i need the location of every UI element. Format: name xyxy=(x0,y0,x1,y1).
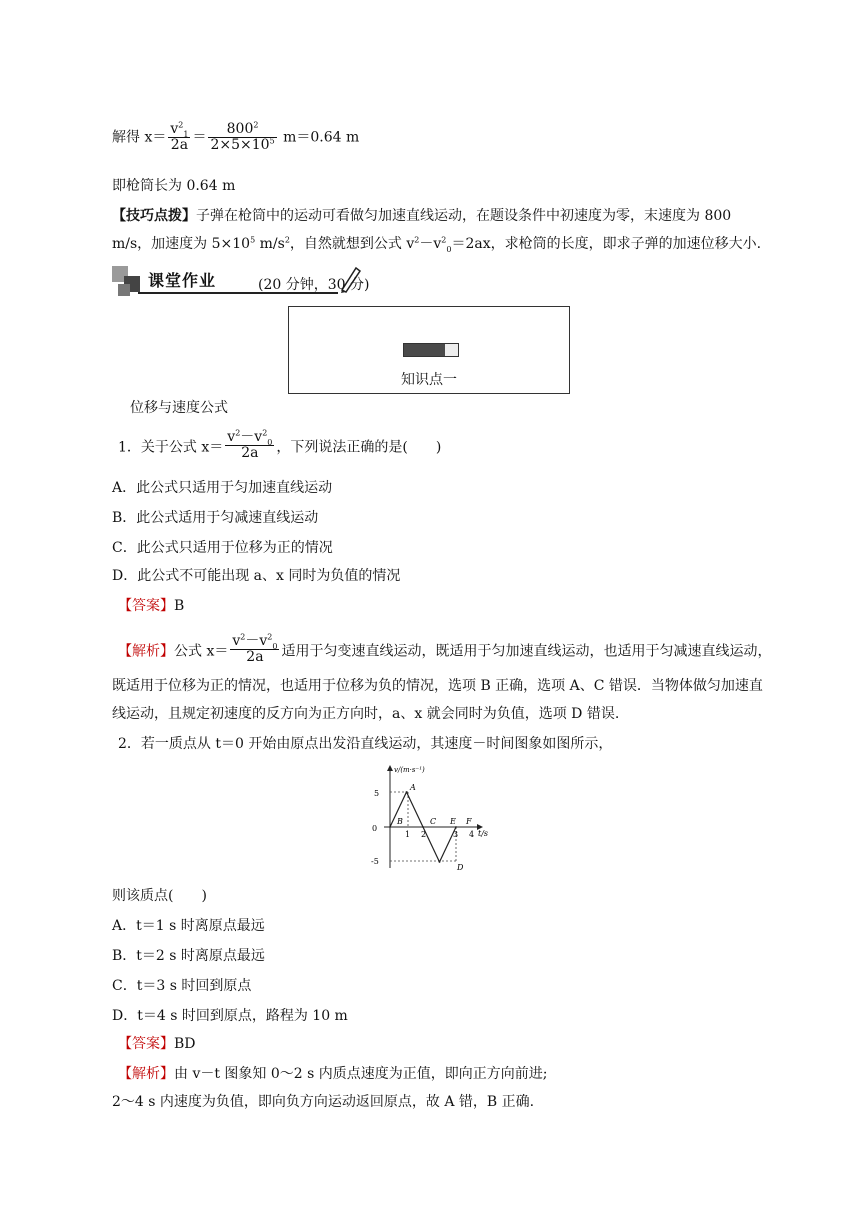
sup: 2 xyxy=(178,120,184,130)
q1-answer xyxy=(118,596,184,616)
tip-line-1 xyxy=(112,206,731,226)
fraction-formula xyxy=(225,430,274,461)
frac-den: 2a xyxy=(241,445,259,461)
sup: 2 xyxy=(235,428,241,438)
solution-formula xyxy=(112,122,359,153)
frac-num: v xyxy=(227,429,236,445)
section-banner xyxy=(112,264,372,300)
q2-option-b: B．t＝2 s 时离原点最远 xyxy=(112,948,265,964)
decor-square xyxy=(118,284,130,296)
point-label-f: F xyxy=(466,817,472,826)
q1-option-b: B．此公式适用于匀减速直线运动 xyxy=(112,510,319,526)
q1-option-a: A．此公式只适用于匀加速直线运动 xyxy=(112,480,333,496)
q2-analysis-line-1 xyxy=(118,1064,548,1084)
q2-answer xyxy=(118,1034,196,1054)
tip-text: m/s xyxy=(255,236,285,252)
tip-text: m/s，加速度为 5×10 xyxy=(112,236,251,252)
data-point xyxy=(455,826,457,828)
q2-option-a: A．t＝1 s 时离原点最远 xyxy=(112,918,265,934)
answer-value: BD xyxy=(174,1036,196,1052)
answer-label: 【答案】 xyxy=(118,1036,174,1052)
point-label-a: A xyxy=(410,783,416,792)
solution-result: m＝0.64 m xyxy=(278,129,360,146)
analysis-label: 【解析】 xyxy=(118,1066,174,1082)
y-tick-5: 5 xyxy=(374,789,380,798)
tip-text: ＝2ax，求枪筒的长度，即求子弹的加速位移大小. xyxy=(451,236,762,252)
tip-text-1: 子弹在枪筒中的运动可看做匀加速直线运动，在题设条件中初速度为零，末速度为 800 xyxy=(196,208,732,224)
frac-den: 2×5×10 xyxy=(210,137,270,153)
analysis-text: 由 v－t 图象知 0～2 s 内质点速度为正值，即向正方向前进; xyxy=(174,1066,548,1082)
q1-option-d: D．此公式不可能出现 a、x 同时为负值的情况 xyxy=(112,568,401,584)
velocity-time-graph xyxy=(360,762,510,874)
data-point xyxy=(439,861,441,863)
progress-fill xyxy=(404,344,445,356)
data-point xyxy=(422,826,424,828)
analysis-text: 适用于匀变速直线运动，既适用于匀加速直线运动，也适用于匀减速直线运动， xyxy=(281,643,772,660)
q1-analysis-line-2: 既适用于位移为正的情况，也适用于位移为负的情况，选项 B 正确，选项 A、C 错误．当物体做匀加速直 xyxy=(112,678,763,694)
point-label-c: C xyxy=(430,817,437,826)
y-tick-0: 0 xyxy=(372,824,378,833)
sup: 2 xyxy=(262,428,268,438)
x-tick-4: 4 xyxy=(469,830,475,839)
answer-label: 【答案】 xyxy=(118,598,174,614)
q2-follow: 则该质点( ) xyxy=(112,888,207,904)
analysis-label: 【解析】 xyxy=(118,643,174,660)
sup: 2 xyxy=(267,632,273,642)
knowledge-progress-bar xyxy=(403,343,459,357)
data-point xyxy=(406,791,408,793)
q1-stem-text: 1．关于公式 x＝ xyxy=(118,439,224,456)
tip-label: 【技巧点拨】 xyxy=(112,208,196,224)
analysis-text: 公式 x＝ xyxy=(174,643,229,660)
data-point xyxy=(389,826,391,828)
point-label-e: E xyxy=(450,817,456,826)
frac-den: 2a xyxy=(170,137,189,153)
frac-num: －v xyxy=(245,633,268,649)
x-tick-1: 1 xyxy=(405,830,411,839)
sup: 5 xyxy=(250,235,256,245)
sup: 2 xyxy=(441,235,447,245)
x-axis-label: t/s xyxy=(478,829,489,838)
sup: 2 xyxy=(414,235,420,245)
tip-text: ，自然就想到公式 v xyxy=(289,236,415,252)
sub: 0 xyxy=(267,437,273,447)
q1-analysis-line-1 xyxy=(118,632,772,667)
q1-option-c: C．此公式只适用于位移为正的情况 xyxy=(112,540,333,556)
sup: 2 xyxy=(240,632,246,642)
point-label-b: B xyxy=(397,817,403,826)
tip-text: －v xyxy=(419,236,442,252)
frac-num: v xyxy=(170,121,179,137)
solution-conclusion: 即枪筒长为 0.64 m xyxy=(112,178,236,194)
section-title: 课堂作业 xyxy=(148,271,217,290)
knowledge-point-box xyxy=(288,306,570,394)
sup: 2 xyxy=(284,235,290,245)
point-label-d: D xyxy=(457,863,464,872)
plot-area xyxy=(371,766,488,872)
fraction-800 xyxy=(208,122,276,153)
q1-stem xyxy=(118,428,442,463)
fraction-formula xyxy=(230,634,279,665)
x-tick-3: 3 xyxy=(453,830,459,839)
tip-line-2 xyxy=(112,234,761,254)
y-axis-label: v/(m·s⁻¹) xyxy=(394,766,425,774)
x-tick-2: 2 xyxy=(421,830,427,839)
q2-analysis-line-2: 2～4 s 内速度为负值，即向负方向运动返回原点，故 A 错，B 正确. xyxy=(112,1094,535,1110)
topic-title: 位移与速度公式 xyxy=(130,400,228,416)
frac-num: 800 xyxy=(226,121,254,137)
frac-num: v xyxy=(232,633,241,649)
answer-value: B xyxy=(174,598,185,614)
y-tick-neg5: -5 xyxy=(371,857,379,866)
frac-num: －v xyxy=(240,429,263,445)
q2-option-d: D．t＝4 s 时回到原点，路程为 10 m xyxy=(112,1008,348,1024)
knowledge-point-label: 知识点一 xyxy=(401,372,457,388)
frac-den: 2a xyxy=(246,649,264,665)
series-segment xyxy=(407,792,424,827)
sub: 0 xyxy=(446,244,452,254)
equals: ＝ xyxy=(192,129,207,146)
sup: 5 xyxy=(269,136,275,146)
q1-stem-text: ，下列说法正确的是( ) xyxy=(276,439,442,456)
section-time: (20 分钟，30 分) xyxy=(258,277,370,293)
sup: 2 xyxy=(253,120,259,130)
fraction-v-over-2a xyxy=(168,122,190,153)
solution-prefix: 解得 x＝ xyxy=(112,129,167,146)
sub: 1 xyxy=(183,129,189,139)
q2-stem: 2．若一质点从 t＝0 开始由原点出发沿直线运动，其速度－时间图象如图所示， xyxy=(118,736,613,752)
sub: 0 xyxy=(272,641,278,651)
q2-option-c: C．t＝3 s 时回到原点 xyxy=(112,978,252,994)
q1-analysis-line-3: 线运动，且规定初速度的反方向为正方向时，a、x 就会同时为负值，选项 D 错误. xyxy=(112,706,620,722)
